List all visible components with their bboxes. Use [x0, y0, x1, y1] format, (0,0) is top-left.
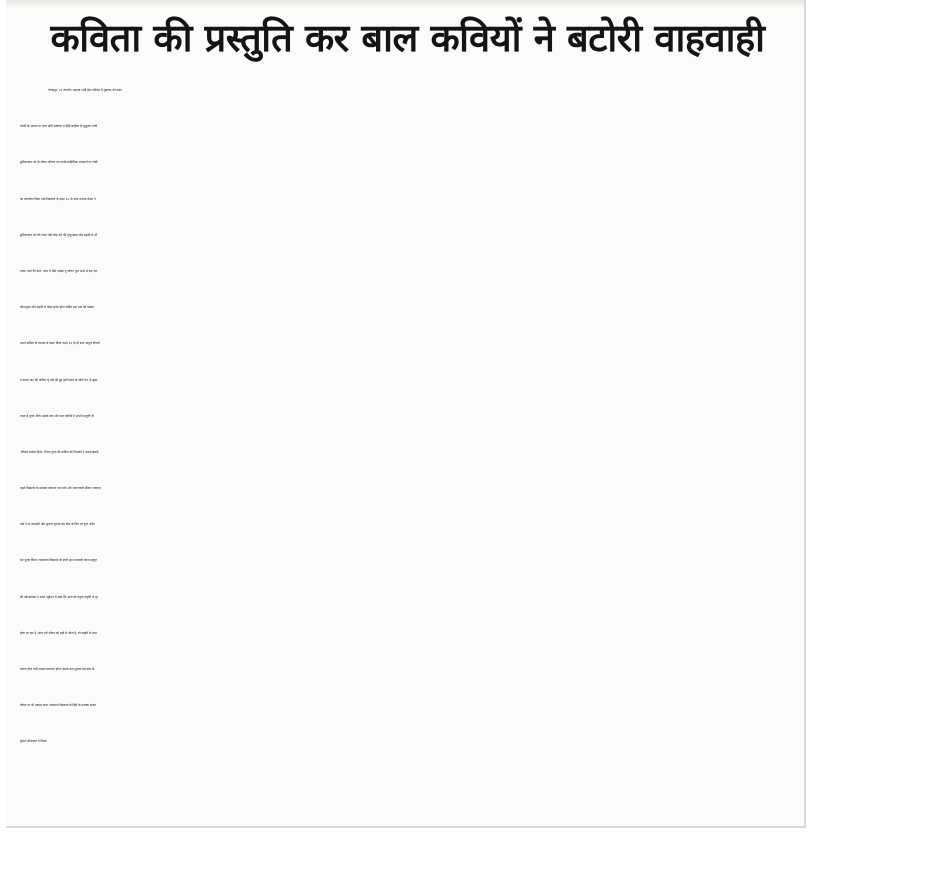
article-line: सुमित्रानंदन पंत की रचना पढ़ी छोड़ धर्म की मृत्यु छाया तोड़ प्रकृति से भी [20, 232, 98, 237]
article-line: सुमित्रानंदन पंत के जीवन परिचय एवं उनके साहित्यिक अवदानों पर गोष्ठी [20, 160, 98, 165]
clipping-top-edge [6, 0, 804, 8]
article-line: ने बादल पाठ की कविता यूं पढ़ी की द्रुत झरों जगत के जीर्ण पत्र ,हे सुस्त- [20, 377, 99, 382]
newspaper-clipping [6, 0, 806, 828]
article-line: गोरखपुर, २३ जनवरी। महात्मा गांधी इंटर कॉलेज में शुक्रवार को बसंत [48, 88, 122, 92]
article-line: को।मनुष्य और प्रकृति से कैसा संबंध होना चाहिए इस भाव को पढ़कर [20, 305, 95, 310]
article-line: की गई।प्रबंधक ने अपने उद्बोधन में कहा कि आज का मनुष्य प्रकृति से दूर [20, 594, 98, 599]
article-line: ,जिसमें सार्थक मिश्रा, शिवम गुप्ता की कविता को शिक्षकों ने सराहा।इसके [20, 449, 99, 454]
article-line: कर पूजन किया। तत्पश्चात विद्यालय के छात्रों द्वारा सरस्वती वंदना प्रस्तुत [20, 558, 97, 563]
article-line: पहले विद्यालय के प्रबंधक मकेश्वर नाथ पांडे और प्रधानाचार्य डॉक्टर रामनाथ [20, 486, 101, 491]
article-line: होता जा रहा है ।अगर हमें जीवन को सही से जीना है, तो प्रकृति के साथ [20, 630, 97, 635]
article-body [20, 72, 800, 760]
headline: कविता की प्रस्तुति कर बाल कवियों ने बटोरी वाहवाही [50, 16, 765, 60]
article-line: जीवन पर भी प्रकाश डाला ।संचालन विद्यालय के हिंदी के प्रवक्ता संजय [20, 703, 96, 708]
article-line: चलना होगा तभी सबका कल्याण होगा। इसके बाद सुभाष चंद्र बोस के [20, 667, 95, 671]
article-line: वर्मा ने मां सरस्वती और सुभाष सुभाष चंद्र बोस के चित्र पर पुष्प अर्चन [20, 522, 95, 527]
article-line: ध्वस्त हे शुष्क शीर्ण। इसके बाद और बाल कवियों ने अपनी प्रस्तुति दी [20, 413, 94, 418]
article-line: का आयोजन किया गया।विद्यालय के कक्षा 11 के छात्र शशांक शेखर ने [20, 196, 96, 201]
article-line: पंचमी के अवसर पर बाल कवि सम्मेलन व हिंदी साहित्य के सुकुमार कवि [20, 124, 98, 129]
article-line: माया। बाले तेरे बाल- जाल में कैसे उलझा दूं लोचन भूल अभी से इस जग [20, 268, 98, 273]
article-line: अपने कविता के माध्यम से प्रकट किया कक्षा 11 के ही छात्र आयुष तिवारी [20, 341, 100, 346]
article-line: कुमार श्रीवास्तव ने किया। [20, 739, 48, 744]
